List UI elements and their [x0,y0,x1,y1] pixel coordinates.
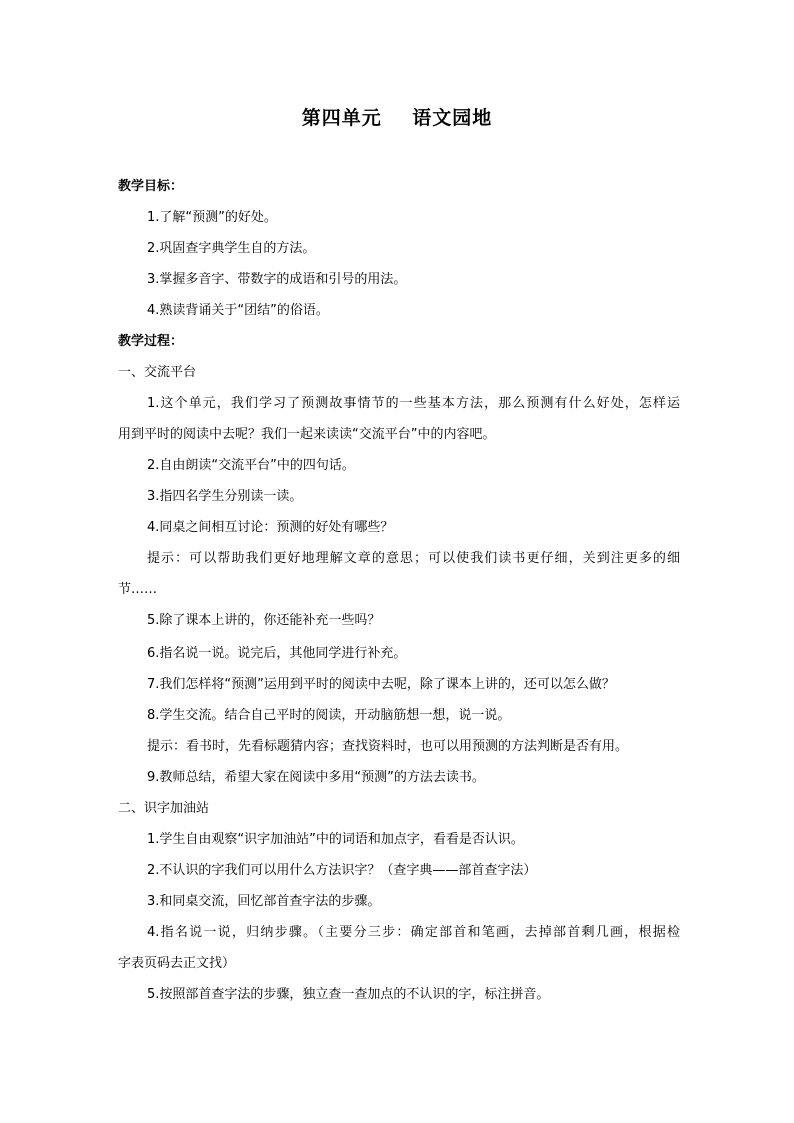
section1-p3: 3.指四名学生分别读一读。 [147,489,303,504]
section1-p1-line1: 1.这个单元，我们学习了预测故事情节的一些基本方法，那么预测有什么好处，怎样运 [147,396,680,411]
section1-p1-line2: 用到平时的阅读中去呢？我们一起来读读“交流平台”中的内容吧。 [118,427,496,442]
section1-tip2: 提示：看书时，先看标题猜内容；查找资料时，也可以用预测的方法判断是否有用。 [147,739,629,754]
section2-p3: 3.和同桌交流，回忆部首查字法的步骤。 [147,894,381,909]
section2-p4-line1: 4.指名说一说，归纳步骤。（主要分三步：确定部首和笔画，去掉部首剩几画，根据检 [147,925,680,940]
process-heading: 教学过程： [118,334,184,349]
section1-p2: 2.自由朗读“交流平台”中的四句话。 [147,458,355,473]
section2-p4-line2: 字表页码去正文找） [118,956,236,971]
goals-heading: 教学目标： [118,179,184,194]
section1-tip1-line2: 节…… [118,582,158,597]
page-title: 第四单元 语文园地 [301,107,493,129]
section1-heading: 一、交流平台 [118,365,197,380]
section1-p4: 4.同桌之间相互讨论：预测的好处有哪些？ [147,520,394,535]
section2-p1: 1.学生自由观察“识字加油站”中的词语和加点字，看看是否认识。 [147,832,524,847]
section1-p5: 5.除了课本上讲的，你还能补充一些吗？ [147,613,381,628]
section1-p8: 8.学生交流。结合自己平时的阅读，开动脑筋想一想，说一说。 [147,708,511,723]
section1-p6: 6.指名说一说。说完后，其他同学进行补充。 [147,646,407,661]
goal-item-3: 3.掌握多音字、带数字的成语和引号的用法。 [147,272,407,287]
section1-tip1-line1: 提示：可以帮助我们更好地理解文章的意思；可以使我们读书更仔细，关到注更多的细 [147,551,680,566]
goal-item-4: 4.熟读背诵关于“团结”的俗语。 [147,303,329,318]
section2-p2: 2.不认识的字我们可以用什么方法识字？（查字典——部首查字法） [147,863,537,878]
section1-p9: 9.教师总结，希望大家在阅读中多用“预测”的方法去读书。 [147,770,485,785]
section2-heading: 二、识字加油站 [118,801,210,816]
section2-p5: 5.按照部首查字法的步骤，独立查一查加点的不认识的字，标注拼音。 [147,987,550,1002]
section1-p7: 7.我们怎样将“预测”运用到平时的阅读中去呢，除了课本上讲的，还可以怎么做？ [147,677,615,692]
goal-item-2: 2.巩固查字典学生自的方法。 [147,241,316,256]
goal-item-1: 1.了解“预测”的好处。 [147,210,277,225]
